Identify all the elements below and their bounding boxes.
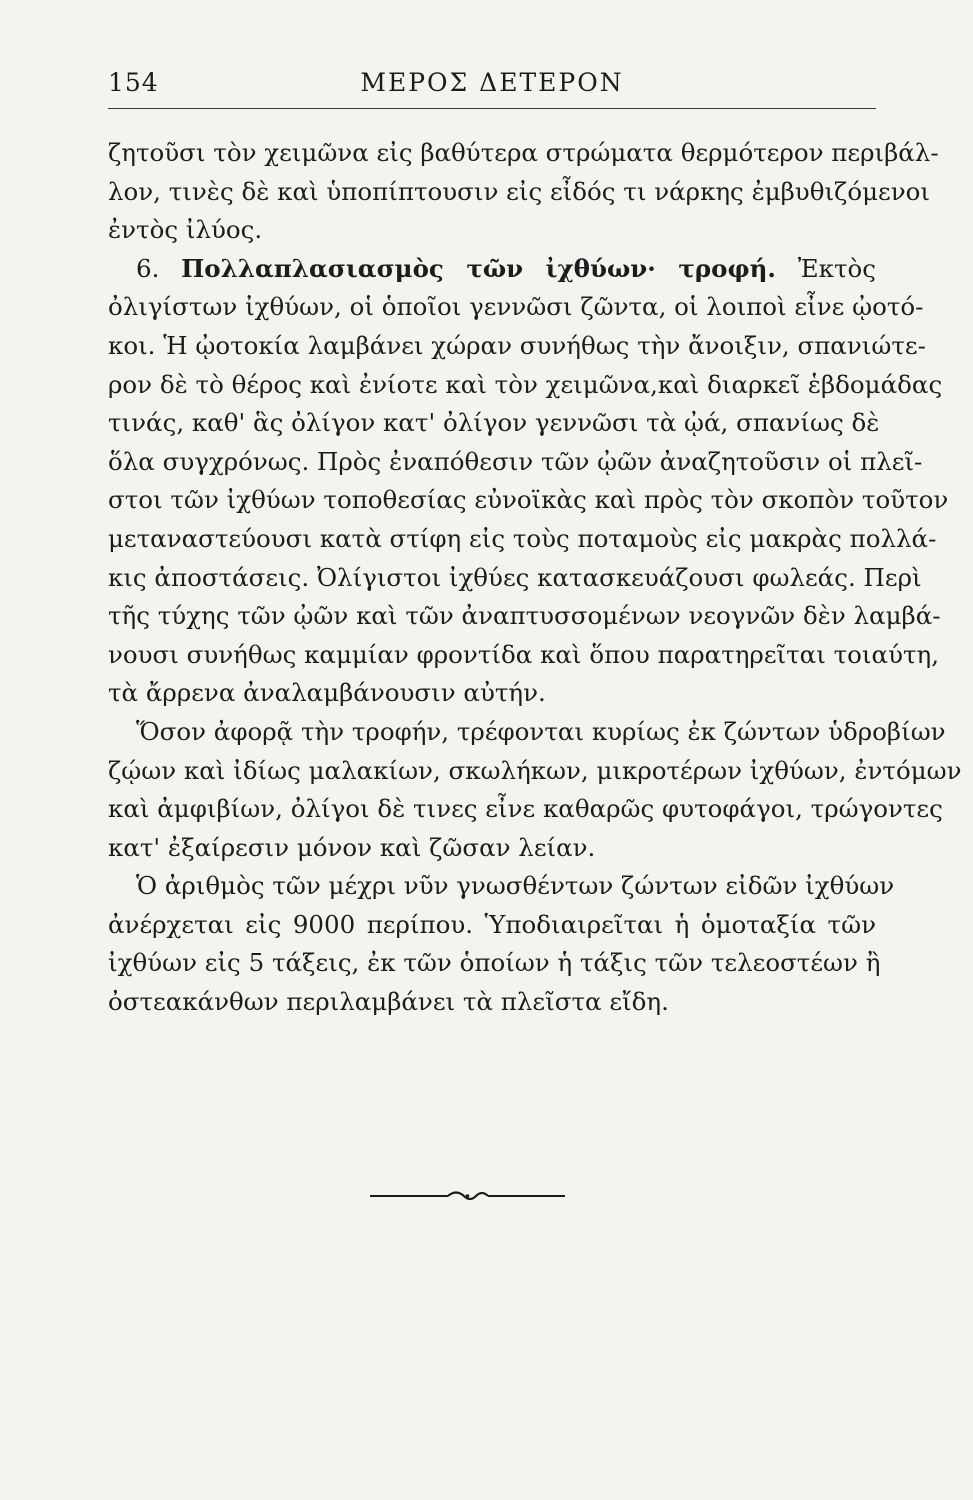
text-line: καὶ ἀμφιβίων, ὀλίγοι δὲ τινες εἶνε καθαρῶς φυτοφάγοι, τρώγοντες [108,794,943,824]
text-line: τῆς τύχης τῶν ᾠῶν καὶ τῶν ἀναπτυσσομένων νεογνῶν δὲν λαμβά- [108,601,941,631]
text-line: ἀνέρχεται εἰς 9000 περίπου. Ὑποδιαιρεῖται ἡ ὁμοταξία τῶν [108,909,876,939]
text-line: ἐντὸς ἰλύος. [108,215,263,245]
text-line: τὰ ἄρρενα ἀναλαμβάνουσιν αὐτήν. [108,678,546,708]
text-line: λον, τινὲς δὲ καὶ ὑποπίπτουσιν εἰς εἶδός τι νάρκης ἐμβυθιζόμενοι [108,176,930,206]
text-line: τινάς, καθ' ἃς ὀλίγον κατ' ὀλίγον γεννῶσι τὰ ᾠά, σπανίως δὲ [108,408,880,438]
text-fragment: Ἐκτὸς [797,253,876,283]
text-line: στοι τῶν ἰχθύων τοποθεσίας εὐνοϊκὰς καὶ πρὸς τὸν σκοπὸν τοῦτον [108,485,949,515]
text-line: μεταναστεύουσι κατὰ στίφη εἰς τοὺς ποταμοὺς εἰς μακρὰς πολλά- [108,523,937,553]
page-number: 154 [108,68,159,97]
text-line: ἰχθύων εἰς 5 τάξεις, ἐκ τῶν ὁποίων ἡ τάξις τῶν τελεοστέων ἢ [108,948,881,978]
text-line: Ὁ ἀριθμὸς τῶν μέχρι νῦν γνωσθέντων ζώντων εἰδῶν ἰχθύων [136,871,895,901]
text-line: ὀλιγίστων ἰχθύων, οἱ ὁποῖοι γεννῶσι ζῶντα, οἱ λοιποὶ εἶνε ᾠοτό- [108,292,924,322]
text-line: νουσι συνήθως καμμίαν φροντίδα καὶ ὅπου παρατηρεῖται τοιαύτη, [108,639,939,669]
text-line: ζητοῦσι τὸν χειμῶνα εἰς βαθύτερα στρώματα θερμότερον περιβάλ- [108,138,939,167]
text-line: ρον δὲ τὸ θέρος καὶ ἐνίοτε καὶ τὸν χειμῶνα,καὶ διαρκεῖ ἑβδομάδας [108,369,943,399]
text-line: ὀστεακάνθων περιλαμβάνει τὰ πλεῖστα εἴδη. [108,987,669,1017]
section-title: Πολλαπλασιασμὸς τῶν ἰχθύων· τροφή. [181,253,776,283]
text-line: κις ἀποστάσεις. Ὀλίγιστοι ἰχθύες κατασκευάζουσι φωλεάς. Περὶ [108,562,922,592]
text-line: Ὅσον ἀφορᾷ τὴν τροφήν, τρέφονται κυρίως ἐκ ζώντων ὑδροβίων [136,716,946,746]
text-line: ὅλα συγχρόνως. Πρὸς ἐναπόθεσιν τῶν ᾠῶν ἀναζητοῦσιν οἱ πλεῖ- [108,446,923,476]
section-number: 6. [136,253,160,283]
end-ornament-icon [370,1186,565,1206]
text-line: κατ' ἐξαίρεσιν μόνον καὶ ζῶσαν λείαν. [108,832,596,862]
header-rule [108,108,876,109]
page-header [108,64,876,104]
body-text [108,134,962,1022]
text-line: ζῴων καὶ ἰδίως μαλακίων, σκωλήκων, μικροτέρων ἰχθύων, ἐντόμων [108,755,962,785]
text-line: κοι. Ἡ ᾠοτοκία λαμβάνει χώραν συνήθως τὴν ἄνοιξιν, σπανιώτε- [108,330,926,360]
section-heading-line [108,250,876,289]
running-head: ΜΕΡΟΣ ΔΕΤΕΡΟΝ [360,68,624,97]
